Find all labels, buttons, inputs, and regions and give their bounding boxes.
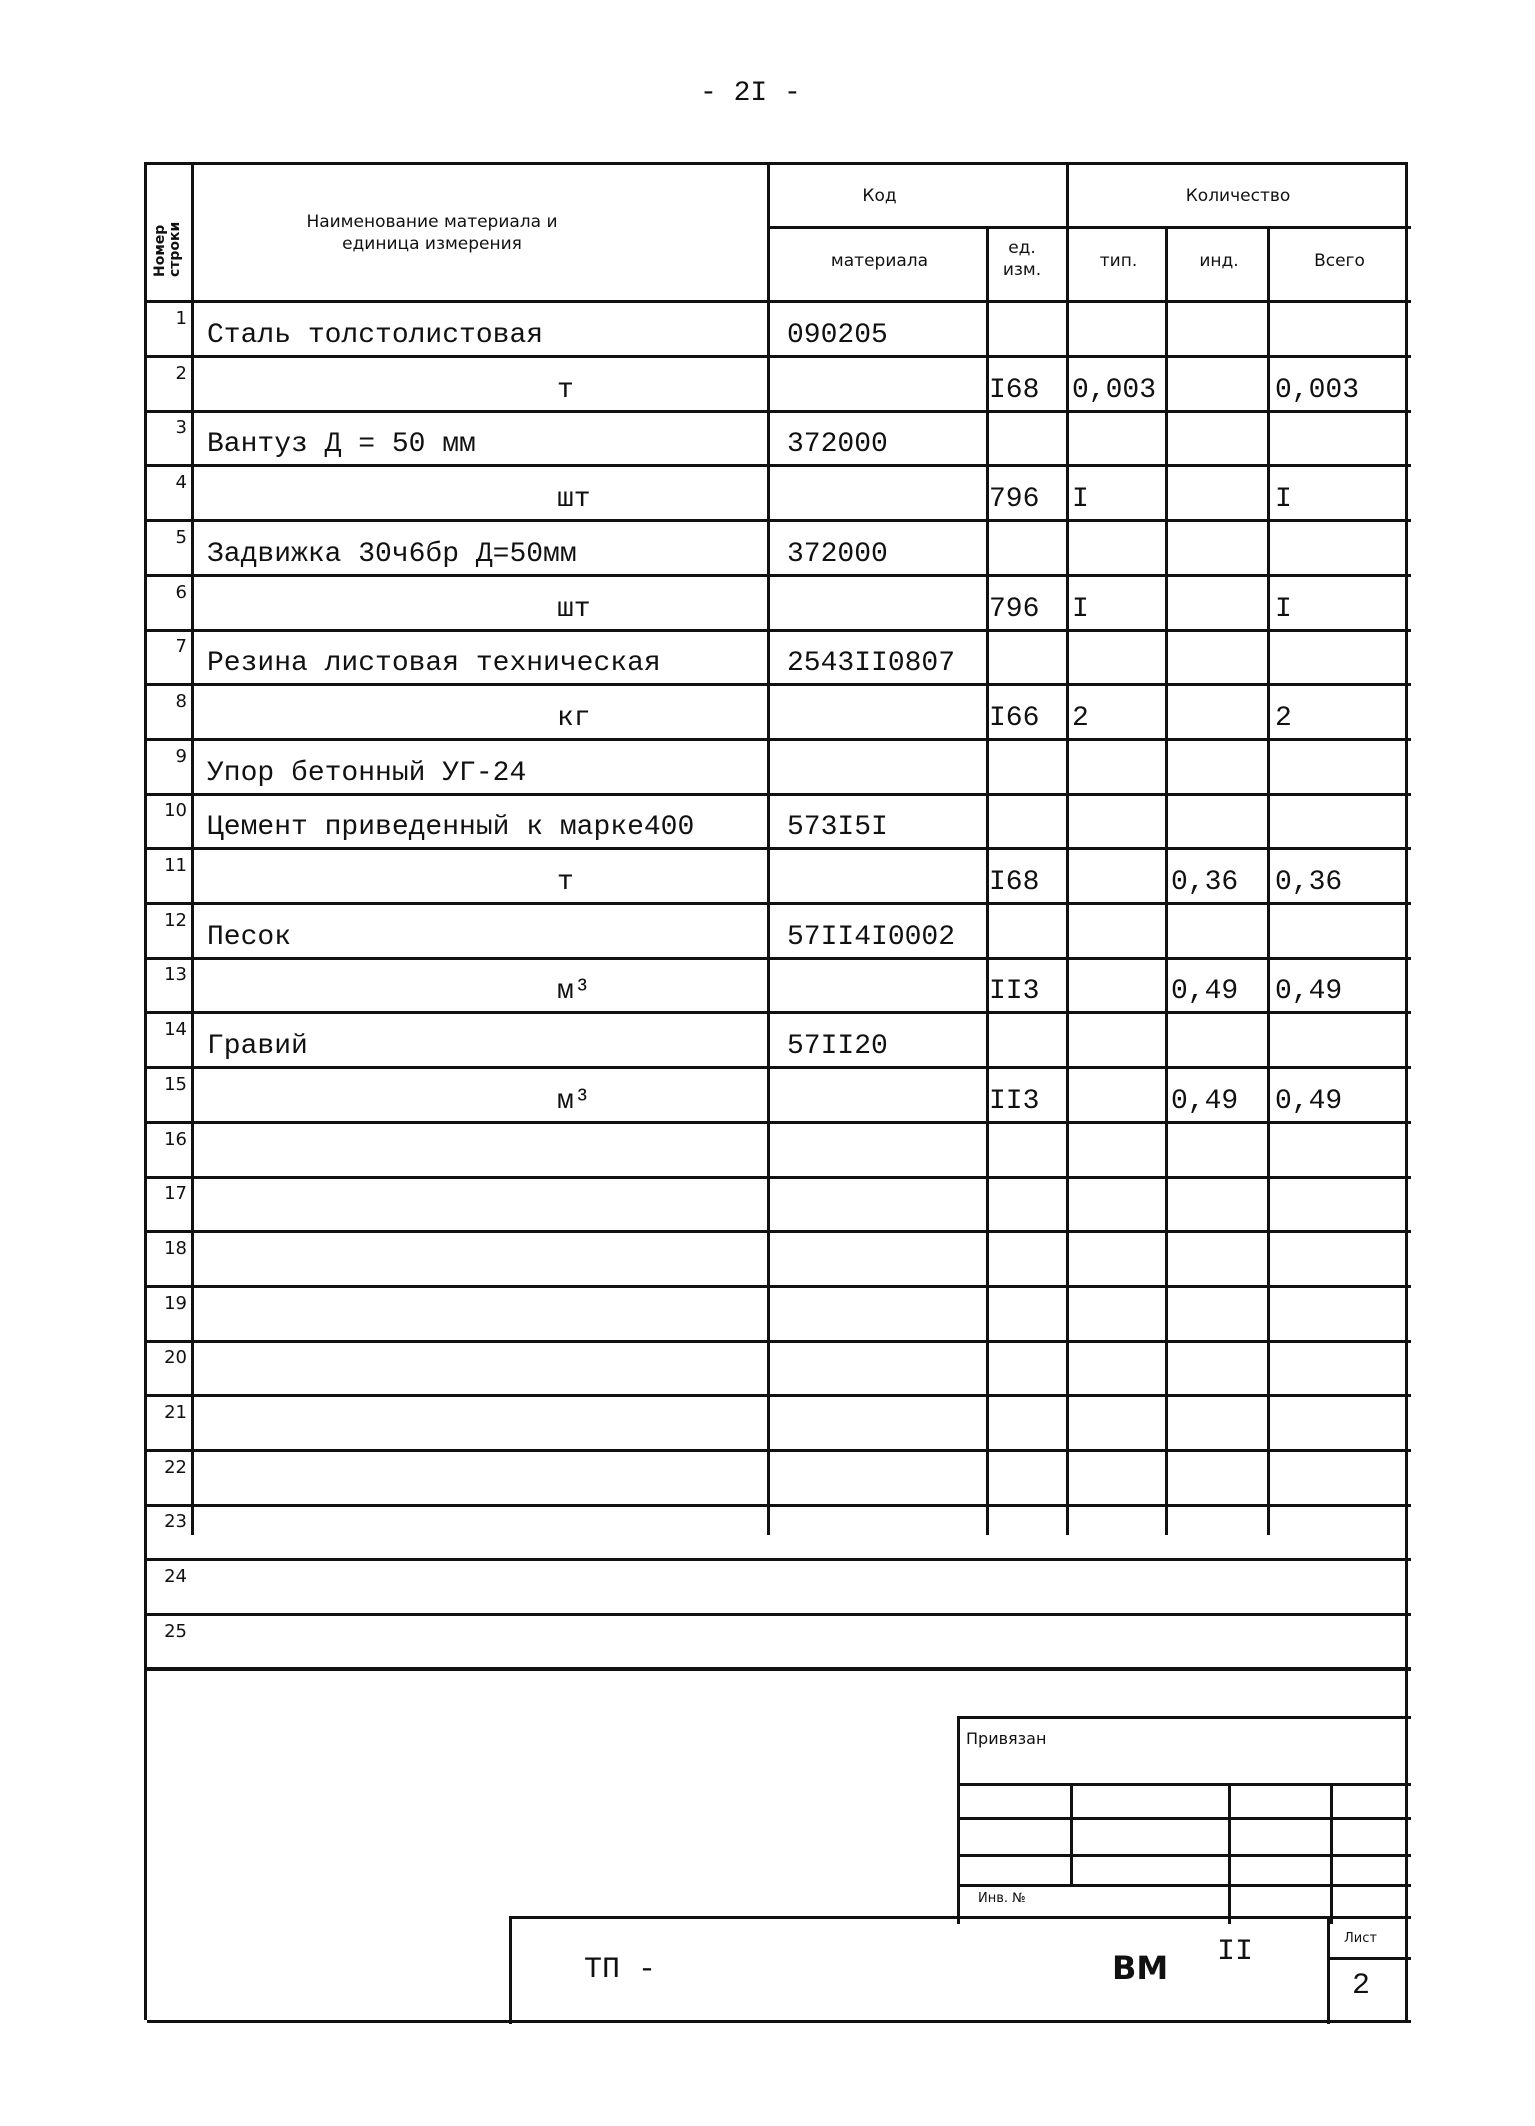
- divider: [960, 1783, 1411, 1786]
- row-number: 21: [164, 1402, 187, 1423]
- sheet-label: Лист: [1344, 1931, 1377, 1946]
- unit-code: 796: [989, 484, 1040, 516]
- table-row: [147, 956, 1411, 1011]
- header-name: Наименование материала и единица измерения: [306, 212, 558, 254]
- material-code: 57II20: [787, 1031, 888, 1063]
- row-number: 13: [164, 964, 187, 986]
- qty-total: I: [1275, 484, 1292, 516]
- material-name: Задвижка 30ч6бр Д=50мм: [207, 538, 577, 570]
- table-row: [147, 1175, 1411, 1230]
- row-number: 8: [175, 690, 187, 712]
- header-code-unit: ед. изм.: [1002, 238, 1042, 280]
- material-code: 372000: [787, 429, 888, 461]
- material-name: Песок: [207, 921, 292, 953]
- doc-code: ТП -: [584, 1953, 657, 1987]
- unit-code: II3: [989, 976, 1040, 1008]
- linked-block: [957, 1716, 1411, 1924]
- row-number: 11: [164, 855, 187, 876]
- unit-of-measure: м³: [557, 976, 591, 1008]
- unit-of-measure: шт: [557, 484, 591, 516]
- table-row: [147, 792, 1411, 847]
- table-row: [147, 1613, 1411, 1668]
- part: II: [1217, 1935, 1254, 1969]
- divider: [960, 1884, 1411, 1887]
- header-code: Код: [862, 186, 897, 206]
- header-quantity: Количество: [1185, 186, 1291, 206]
- unit-code: I66: [989, 702, 1040, 734]
- row-number: 25: [164, 1620, 187, 1642]
- qty-typ: 2: [1072, 702, 1089, 734]
- table-row: [147, 1339, 1411, 1394]
- table-row: [147, 519, 1411, 574]
- qty-total: 2: [1275, 702, 1292, 734]
- row-number: 5: [175, 526, 187, 548]
- header-qty-total: Всего: [1314, 251, 1365, 271]
- row-number: 24: [164, 1566, 187, 1588]
- material-name: Вантуз Д = 50 мм: [207, 429, 476, 461]
- stamp-block: [509, 1916, 1411, 2024]
- qty-total: I: [1275, 593, 1292, 625]
- qty-typ: I: [1072, 593, 1089, 625]
- unit-code: I68: [989, 374, 1040, 406]
- qty-ind: 0,49: [1171, 976, 1239, 1008]
- table-row: [147, 902, 1411, 957]
- qty-total: 0,003: [1275, 374, 1360, 406]
- row-number: 10: [164, 800, 187, 822]
- divider: [1327, 1957, 1411, 1960]
- row-number: 15: [164, 1073, 187, 1095]
- unit-of-measure: кг: [557, 702, 591, 734]
- qty-total: 0,36: [1275, 867, 1343, 898]
- divider: [1070, 1783, 1073, 1884]
- divider: [147, 1667, 1411, 1670]
- qty-typ: 0,003: [1072, 374, 1157, 406]
- inv-no-label: Инв. №: [978, 1891, 1026, 1906]
- material-code: 090205: [787, 320, 888, 351]
- material-name: Резина листовая техническая: [207, 648, 661, 680]
- table-row: [147, 1558, 1411, 1613]
- table-row: [147, 1285, 1411, 1340]
- row-number: 14: [164, 1019, 187, 1041]
- row-number: 6: [175, 581, 187, 603]
- table-row: [147, 1230, 1411, 1285]
- divider: [960, 1817, 1411, 1820]
- table-row: [147, 574, 1411, 629]
- row-number: 1: [175, 308, 187, 329]
- material-code: 57II4I0002: [787, 921, 956, 953]
- series: ВМ: [1112, 1949, 1169, 1987]
- table-row: [147, 1066, 1411, 1121]
- materials-table: [144, 162, 1408, 2020]
- row-number: 22: [164, 1456, 187, 1478]
- unit-code: 796: [989, 593, 1040, 625]
- qty-total: 0,49: [1275, 976, 1343, 1008]
- material-name: Сталь толстолистовая: [207, 320, 544, 351]
- qty-ind: 0,49: [1171, 1085, 1239, 1117]
- row-number: 17: [164, 1183, 187, 1205]
- divider: [147, 2020, 1411, 2023]
- table-row: [147, 300, 1411, 355]
- row-number: 20: [164, 1347, 187, 1369]
- row-number: 9: [175, 745, 187, 767]
- row-number: 4: [175, 472, 187, 494]
- header-row-number: Номер строки: [152, 221, 183, 277]
- row-number: 23: [164, 1511, 187, 1533]
- row-number: 2: [175, 362, 187, 384]
- material-name: Гравий: [207, 1031, 308, 1063]
- qty-ind: 0,36: [1171, 867, 1239, 898]
- row-number: 19: [164, 1292, 187, 1314]
- material-name: Цемент приведенный к марке400: [207, 812, 695, 844]
- table-row: [147, 1121, 1411, 1176]
- table-row: [147, 1503, 1411, 1558]
- qty-total: 0,49: [1275, 1085, 1343, 1117]
- material-code: 573I5I: [787, 812, 888, 844]
- row-number: 7: [175, 636, 187, 658]
- table-row: [147, 1394, 1411, 1449]
- table-row: [147, 628, 1411, 683]
- unit-of-measure: т: [557, 867, 574, 898]
- row-number: 12: [164, 909, 187, 931]
- divider: [1330, 1783, 1333, 1924]
- unit-code: I68: [989, 867, 1040, 898]
- table-row: [147, 683, 1411, 738]
- header-qty-typ: тип.: [1099, 251, 1138, 271]
- unit-of-measure: шт: [557, 593, 591, 625]
- divider: [1228, 1783, 1231, 1924]
- qty-typ: I: [1072, 484, 1089, 516]
- divider: [767, 226, 1411, 229]
- page-number: - 2I -: [700, 78, 801, 109]
- table-row: [147, 847, 1411, 902]
- row-number: 3: [175, 417, 187, 439]
- material-name: Упор бетонный УГ-24: [207, 757, 527, 789]
- table-row: [147, 738, 1411, 793]
- material-code: 372000: [787, 538, 888, 570]
- row-number: 16: [164, 1128, 187, 1150]
- unit-of-measure: т: [557, 374, 574, 406]
- unit-code: II3: [989, 1085, 1040, 1117]
- unit-of-measure: м³: [557, 1085, 591, 1117]
- table-row: [147, 1011, 1411, 1066]
- header-qty-ind: инд.: [1199, 251, 1239, 271]
- table-row: [147, 409, 1411, 464]
- sheet-number: 2: [1352, 1969, 1371, 2003]
- divider: [960, 1854, 1411, 1857]
- table-row: [147, 464, 1411, 519]
- row-number: 18: [164, 1237, 187, 1259]
- header-code-material: материала: [830, 251, 929, 271]
- linked-label: Привязан: [966, 1729, 1047, 1748]
- divider: [1327, 1919, 1330, 2024]
- material-code: 2543II0807: [787, 648, 956, 680]
- table-row: [147, 355, 1411, 410]
- table-row: [147, 1449, 1411, 1504]
